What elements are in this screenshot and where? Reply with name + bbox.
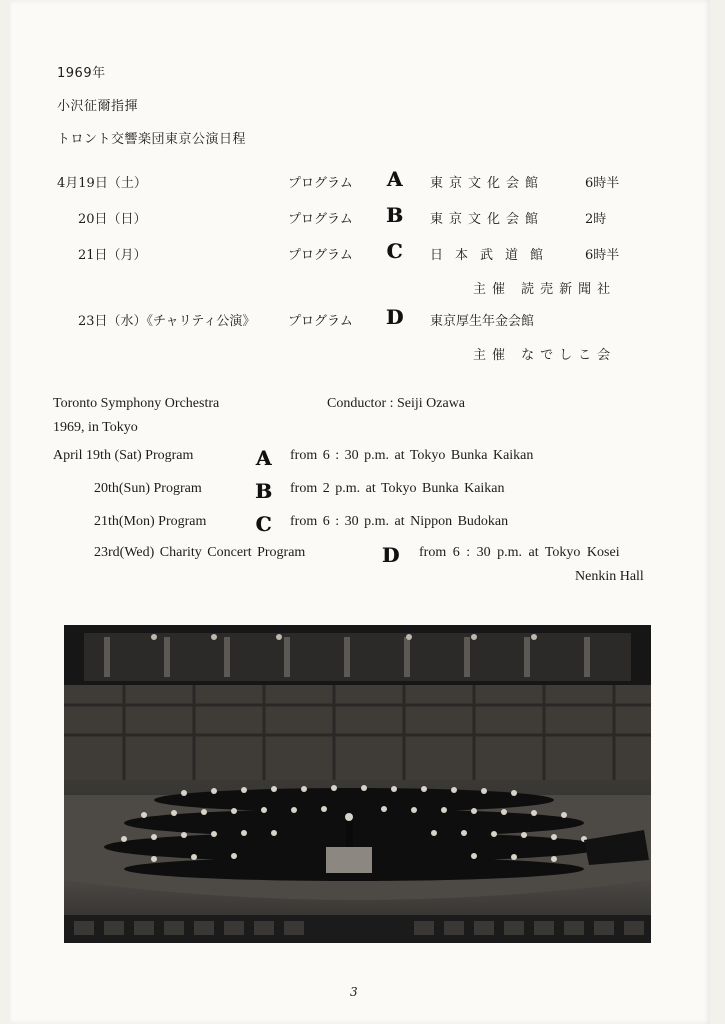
en-details-4: from 6 : 30 p.m. at Tokyo Kosei bbox=[419, 545, 620, 560]
en-date-3: 21th(Mon) Program bbox=[94, 514, 207, 529]
program-letter-a: A bbox=[387, 167, 403, 191]
jp-sponsor-2: 主催 なでしこ会 bbox=[473, 348, 617, 363]
en-date-4: 23rd(Wed) Charity Concert Program bbox=[94, 545, 306, 560]
jp-date-4: 23日（水）《チャリティ公演》 bbox=[78, 314, 256, 329]
jp-date-2: 20日（日） bbox=[78, 212, 147, 227]
en-year-city: 1969, in Tokyo bbox=[53, 420, 138, 435]
jp-venue-3: 日本武道館 bbox=[430, 248, 556, 263]
en-date-2: 20th(Sun) Program bbox=[94, 481, 202, 496]
en-details-1: from 6 : 30 p.m. at Tokyo Bunka Kaikan bbox=[290, 448, 534, 463]
jp-program-label-1: プログラム bbox=[288, 176, 353, 191]
year-heading: 1969年 bbox=[57, 66, 106, 81]
jp-date-1: 4月19日（土） bbox=[57, 176, 147, 191]
en-details-2: from 2 p.m. at Tokyo Bunka Kaikan bbox=[290, 481, 505, 496]
en-conductor: Conductor : Seiji Ozawa bbox=[327, 396, 466, 411]
orchestra-photo bbox=[64, 625, 651, 943]
orchestra-photo-image bbox=[64, 625, 651, 943]
jp-venue-1: 東京文化会館 bbox=[430, 176, 545, 191]
conductor-heading: 小沢征爾指揮 bbox=[57, 99, 139, 114]
en-program-letter-d: D bbox=[382, 543, 400, 567]
en-orchestra: Toronto Symphony Orchestra bbox=[53, 396, 220, 411]
en-date-1: April 19th (Sat) Program bbox=[53, 448, 194, 463]
program-letter-b: B bbox=[386, 203, 404, 227]
en-program-letter-b: B bbox=[255, 479, 273, 503]
en-details-4-cont: Nenkin Hall bbox=[575, 569, 644, 584]
jp-venue-4: 東京厚生年金会館 bbox=[430, 314, 535, 329]
jp-time-3: 6時半 bbox=[585, 248, 620, 263]
jp-program-label-3: プログラム bbox=[288, 248, 353, 263]
page-number: 3 bbox=[350, 985, 358, 999]
en-program-letter-c: C bbox=[256, 512, 272, 536]
program-letter-d: D bbox=[386, 305, 404, 329]
en-program-letter-a: A bbox=[256, 446, 272, 470]
jp-program-label-2: プログラム bbox=[288, 212, 353, 227]
jp-program-label-4: プログラム bbox=[288, 314, 353, 329]
jp-date-3: 21日（月） bbox=[78, 248, 147, 263]
program-letter-c: C bbox=[387, 239, 403, 263]
jp-time-2: 2時 bbox=[585, 212, 607, 227]
en-details-3: from 6 : 30 p.m. at Nippon Budokan bbox=[290, 514, 509, 529]
jp-sponsor-1: 主催 読売新聞社 bbox=[473, 282, 617, 297]
jp-venue-2: 東京文化会館 bbox=[430, 212, 545, 227]
jp-time-1: 6時半 bbox=[585, 176, 620, 191]
schedule-title: トロント交響楽団東京公演日程 bbox=[57, 132, 247, 147]
